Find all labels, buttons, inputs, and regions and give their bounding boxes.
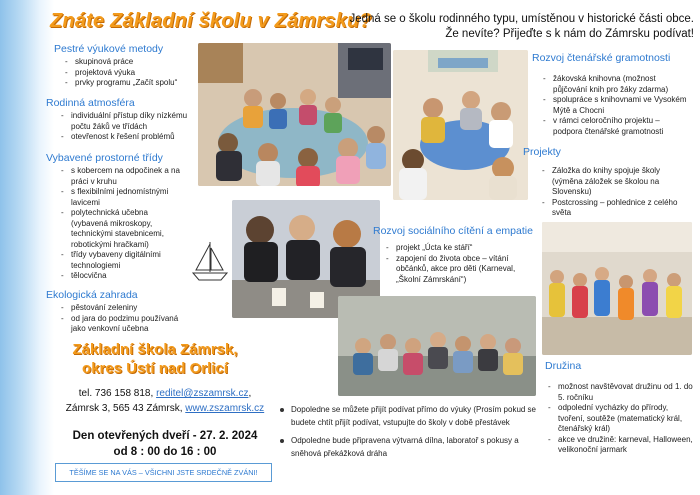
left-blue-stripe [0,0,40,495]
list-item: - Postcrossing – pohlednice z celého světa [539,198,687,219]
section-socialni [373,225,543,285]
phone-number: tel. 736 158 818, [78,388,154,399]
list-item: - možnost navštěvovat družinu od 1. do 5. ročníku [545,382,693,403]
bullet-list [58,166,183,282]
list-item: - třídy vybaveny digitálními technologiemi [58,250,183,271]
section-heading: Rozvoj čtenářské gramotnosti [532,52,671,64]
bullet-list [545,382,693,456]
list-item: Odpoledne bude připravena výtvarná dílna, laboratoř s pokusy a sněhová překážková dráha [277,434,539,460]
photo-carnival [542,222,692,355]
open-day-date: Den otevřených dveří - 27. 2. 2024 [72,430,258,442]
section-tridy [46,152,198,282]
school-name [60,340,250,378]
list-item: - s kobercem na odpočinek a na práci v kruhu [58,166,183,187]
web-link[interactable]: www.zszamrsk.cz [185,403,265,414]
list-item: - projekt „Úcta ke stáří“ [383,243,523,254]
intro-text [338,12,694,42]
open-day [50,428,280,460]
list-item: - skupinová práce [62,57,204,68]
list-item: - v rámci celoročního projektu – podpora čtenářské gramotnosti [540,116,690,137]
section-rodinna [46,97,198,143]
contact-info [50,386,280,416]
list-item: - otevřenost k řešení problémů [58,132,188,143]
section-heading: Vybavené prostorné třídy [46,152,163,164]
list-item: - odpolední vycházky do přírody, tvoření, soutěže (matematický král, čtenářský král) [545,403,693,435]
list-item: - Záložka do knihy spojuje školy (výměna záložek se školou na Slovensku) [539,166,687,198]
bullet-list [62,57,204,89]
bullet-list [383,243,523,285]
intro-line-1: Jedná se o školu rodinného typu, umístěnou v historické části obce. [349,13,694,25]
section-projekty [523,146,695,219]
address: Zámrsk 3, 565 43 Zámrsk, [65,403,183,414]
welcome-banner: TĚŠÍME SE NA VÁS – VŠICHNI JSTE SRDEČNĚ ZVÁNI! [55,463,272,482]
list-item: - zapojení do života obce – vítání občánků, akce pro děti (Karneval, „Školní Zámrskání“) [383,254,523,286]
list-item: - žákovská knihovna (možnost půjčování knih pro žáky zdarma) [540,74,690,95]
section-heading: Ekologická zahrada [46,289,138,301]
photo-reading [393,50,528,200]
email-suffix: , [248,388,252,399]
bottom-bullet-list [277,403,539,460]
bullet-list [540,74,690,137]
list-item: - individuální přístup díky nízkému počtu žáků ve třídách [58,111,188,132]
section-heading: Družina [545,360,582,372]
list-item: - tělocvična [58,271,183,282]
section-druzina [545,360,695,456]
page-title: Znáte Základní školu v Zámrsku? [50,10,372,32]
section-heading: Projekty [523,146,561,158]
list-item: Dopoledne se můžete přijít podívat přímo do výuky (Prosím pokud se budete chtít přijít podívat, vstupujte do školy v době přestávek [277,403,539,429]
section-ctenarska [532,52,697,137]
list-item: - spolupráce s knihovnami ve Vysokém Mýtě a Chocni [540,95,690,116]
list-item: - polytechnická učebna (vybavená mikroskopy, technickými stavebnicemi, robotickými hračkami) [58,208,183,250]
school-name-line-1: Základní škola Zámrsk, [72,341,238,358]
bottom-info [277,403,539,460]
photo-classroom [198,43,391,186]
bullet-list [58,303,193,335]
list-item: - od jara do podzimu používaná jako venkovní učebna [58,314,193,335]
section-ekologicka [46,289,206,335]
section-heading: Pestré výukové metody [54,43,164,55]
section-heading: Rodinná atmosféra [46,97,135,109]
list-item: - akce ve družině: karneval, Halloween, velikonoční jarmark [545,435,693,456]
bullet-list [539,166,687,219]
school-name-line-2: okres Ústí nad Orlicí [82,360,228,377]
list-item: - projektová výuka [62,68,204,79]
list-item: - s flexibilními jednomístnými lavicemi [58,187,183,208]
bullet-list [58,111,188,143]
list-item: - pěstování zeleniny [58,303,193,314]
intro-line-2: Že nevíte? Přijeďte s k nám do Zámrsku podívat! [445,28,694,40]
section-pestre [54,43,204,89]
email-link[interactable]: reditel@zszamrsk.cz [156,388,249,399]
photo-seniors [338,296,536,396]
section-heading: Rozvoj sociálního cítění a empatie [373,225,533,237]
list-item: - prvky programu „Začít spolu“ [62,78,204,89]
open-day-hours: od 8 : 00 do 16 : 00 [113,446,217,458]
sailboat-icon [190,240,230,284]
